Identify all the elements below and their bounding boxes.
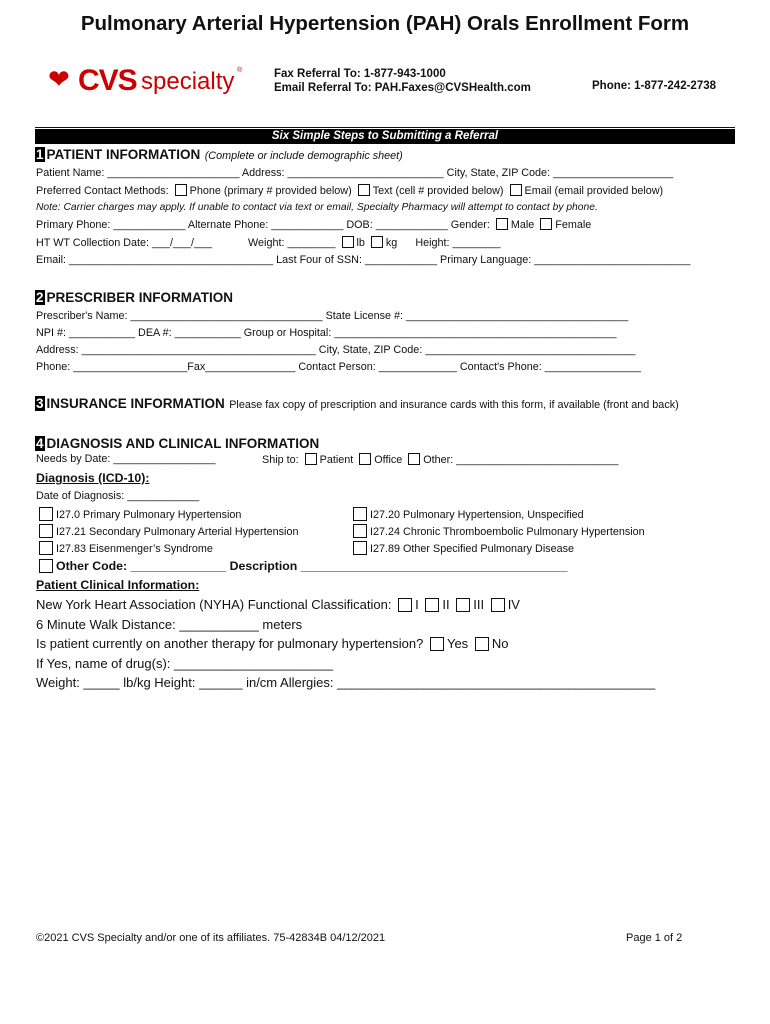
female-checkbox[interactable] xyxy=(540,218,552,230)
dx-option xyxy=(36,524,298,538)
therapy-no-checkbox[interactable] xyxy=(475,637,489,651)
other-code-line xyxy=(36,559,567,573)
needs-by-date[interactable]: Needs by Date: _________________ xyxy=(36,453,216,465)
section-diagnosis xyxy=(35,435,319,453)
carrier-note: Note: Carrier charges may apply. If unable to contact via text or email, Specialty Pharmacy will attempt to contact by phone. xyxy=(36,202,598,213)
dx-checkbox[interactable] xyxy=(353,507,367,521)
dx-checkbox[interactable] xyxy=(39,541,53,555)
dx-label: I27.24 Chronic Thromboembolic Pulmonary Hypertension xyxy=(370,526,645,538)
weight-field[interactable]: Weight: ________ xyxy=(248,237,336,249)
date-of-diagnosis[interactable]: Date of Diagnosis: ____________ xyxy=(36,490,200,502)
lb-label: lb xyxy=(356,237,365,249)
therapy-yes-label: Yes xyxy=(446,636,469,651)
section-number: 4 xyxy=(36,436,44,451)
nyha-iv-checkbox[interactable] xyxy=(491,598,505,612)
email-checkbox[interactable] xyxy=(510,184,522,196)
contact-methods-label: Preferred Contact Methods: xyxy=(36,185,169,197)
logo-registered: ® xyxy=(237,67,243,74)
nyha-iv-label: IV xyxy=(507,597,520,612)
prescriber-phone-line[interactable]: Phone: ___________________Fax_______________ Contact Person: _____________ Contact's Phone: ________________ xyxy=(36,361,641,373)
prescriber-name-line[interactable]: Prescriber's Name: ________________________________ State License #: _____________________________________ xyxy=(36,310,629,322)
nyha-iii-label: III xyxy=(473,597,485,612)
dx-checkbox[interactable] xyxy=(353,524,367,538)
contact-methods-line xyxy=(36,184,663,197)
female-label: Female xyxy=(555,219,592,231)
form-title: Pulmonary Arterial Hypertension (PAH) Orals Enrollment Form xyxy=(80,12,690,35)
ship-to-line xyxy=(262,453,618,466)
fax-referral: Fax Referral To: 1-877-943-1000 xyxy=(274,68,446,80)
ship-office-checkbox[interactable] xyxy=(359,453,371,465)
ship-other-checkbox[interactable] xyxy=(408,453,420,465)
nyha-iii-checkbox[interactable] xyxy=(456,598,470,612)
clinical-info-heading: Patient Clinical Information: xyxy=(36,578,200,592)
diagnosis-heading: Diagnosis (ICD-10): xyxy=(36,471,150,485)
dx-label: I27.89 Other Specified Pulmonary Disease xyxy=(370,543,575,555)
section-patient-info xyxy=(35,146,403,164)
therapy-no-label: No xyxy=(491,636,509,651)
drug-names[interactable]: If Yes, name of drug(s): ______________________ xyxy=(36,656,334,671)
dx-option xyxy=(350,524,645,538)
dx-label: I27.21 Secondary Pulmonary Arterial Hypertension xyxy=(56,526,299,538)
dx-label: I27.0 Primary Pulmonary Hypertension xyxy=(56,509,242,521)
kg-label: kg xyxy=(385,237,398,249)
email-referral: Email Referral To: PAH.Faxes@CVSHealth.com xyxy=(274,82,531,94)
email-ssn-language-line[interactable]: Email: __________________________________ Last Four of SSN: ____________ Primary Language: __________________________ xyxy=(36,254,691,266)
phone-checkbox[interactable] xyxy=(175,184,187,196)
nyha-i-checkbox[interactable] xyxy=(398,598,412,612)
nyha-i-label: I xyxy=(415,597,419,612)
weight-height-allergies[interactable]: Weight: _____ lb/kg Height: ______ in/cm Allergies: ____________________________________________ xyxy=(36,675,656,690)
dx-option xyxy=(350,541,574,555)
section-number: 1 xyxy=(36,147,44,162)
htwt-collection-date[interactable]: HT WT Collection Date: ___/___/___ xyxy=(36,237,213,249)
ship-to-label: Ship to: xyxy=(262,454,299,466)
npi-dea-line[interactable]: NPI #: ___________ DEA #: ___________ Group or Hospital: _______________________________________________ xyxy=(36,327,617,339)
section-title: PATIENT INFORMATION xyxy=(46,147,201,162)
dx-option xyxy=(36,507,241,521)
other-code-checkbox[interactable] xyxy=(39,559,53,573)
dx-checkbox[interactable] xyxy=(39,524,53,538)
htwt-line xyxy=(36,236,501,249)
section-number: 3 xyxy=(36,396,44,411)
ship-other-field[interactable]: Other: ___________________________ xyxy=(423,454,619,466)
text-checkbox[interactable] xyxy=(358,184,370,196)
phone-option-label: Phone (primary # provided below) xyxy=(189,185,352,197)
therapy-yes-checkbox[interactable] xyxy=(430,637,444,651)
text-option-label: Text (cell # provided below) xyxy=(372,185,504,197)
section-title: INSURANCE INFORMATION xyxy=(46,396,225,411)
other-therapy-question: Is patient currently on another therapy for pulmonary hypertension? xyxy=(36,636,424,651)
dx-label: I27.83 Eisenmenger’s Syndrome xyxy=(56,543,213,555)
nyha-label: New York Heart Association (NYHA) Functional Classification: xyxy=(36,597,392,612)
description-field[interactable]: Description _______________________________________ xyxy=(229,559,568,573)
dx-option xyxy=(36,541,213,555)
other-therapy-line xyxy=(36,636,508,651)
section-subtitle: (Complete or include demographic sheet) xyxy=(204,150,403,162)
dx-option xyxy=(350,507,584,521)
section-prescriber-info xyxy=(35,289,233,307)
email-option-label: Email (email provided below) xyxy=(524,185,664,197)
heart-icon: ❤ xyxy=(48,64,70,94)
lb-checkbox[interactable] xyxy=(342,236,354,248)
section-insurance-info xyxy=(35,395,679,413)
section-number: 2 xyxy=(36,290,44,305)
phone-number: Phone: 1-877-242-2738 xyxy=(592,80,717,92)
dx-checkbox[interactable] xyxy=(353,541,367,555)
nyha-ii-checkbox[interactable] xyxy=(425,598,439,612)
dx-label: I27.20 Pulmonary Hypertension, Unspecified xyxy=(370,509,584,521)
ship-patient-label: Patient xyxy=(319,454,354,466)
male-checkbox[interactable] xyxy=(496,218,508,230)
steps-banner-text: Six Simple Steps to Submitting a Referral xyxy=(35,129,735,144)
patient-name-address-line[interactable]: Patient Name: ______________________ Address: __________________________ City, State, ZIP Code: ____________________ xyxy=(36,167,674,179)
other-code-field[interactable]: Other Code: ______________ xyxy=(56,559,227,573)
ship-patient-checkbox[interactable] xyxy=(305,453,317,465)
page-number: Page 1 of 2 xyxy=(626,932,683,944)
logo-specialty: specialty xyxy=(141,68,235,95)
kg-checkbox[interactable] xyxy=(371,236,383,248)
section-title: DIAGNOSIS AND CLINICAL INFORMATION xyxy=(46,436,320,451)
walk-distance[interactable]: 6 Minute Walk Distance: ___________ meters xyxy=(36,617,303,632)
logo-cvs: CVS xyxy=(78,64,137,97)
section-title: PRESCRIBER INFORMATION xyxy=(46,290,234,305)
dx-checkbox[interactable] xyxy=(39,507,53,521)
height-field[interactable]: Height: ________ xyxy=(415,237,501,249)
ship-office-label: Office xyxy=(374,454,403,466)
prescriber-address-line[interactable]: Address: _______________________________________ City, State, ZIP Code: ___________________________________ xyxy=(36,344,636,356)
phone-dob-gender-line[interactable] xyxy=(36,218,591,231)
nyha-ii-label: II xyxy=(442,597,450,612)
male-label: Male xyxy=(510,219,535,231)
copyright-footer: ©2021 CVS Specialty and/or one of its affiliates. 75-42834B 04/12/2021 xyxy=(36,932,386,944)
insurance-note: Please fax copy of prescription and insurance cards with this form, if available (front and back) xyxy=(229,399,679,411)
phone-dob-fields[interactable]: Primary Phone: ____________ Alternate Phone: ____________ DOB: ____________ Gender: xyxy=(36,219,490,231)
steps-banner xyxy=(35,127,735,145)
nyha-line xyxy=(36,597,520,612)
